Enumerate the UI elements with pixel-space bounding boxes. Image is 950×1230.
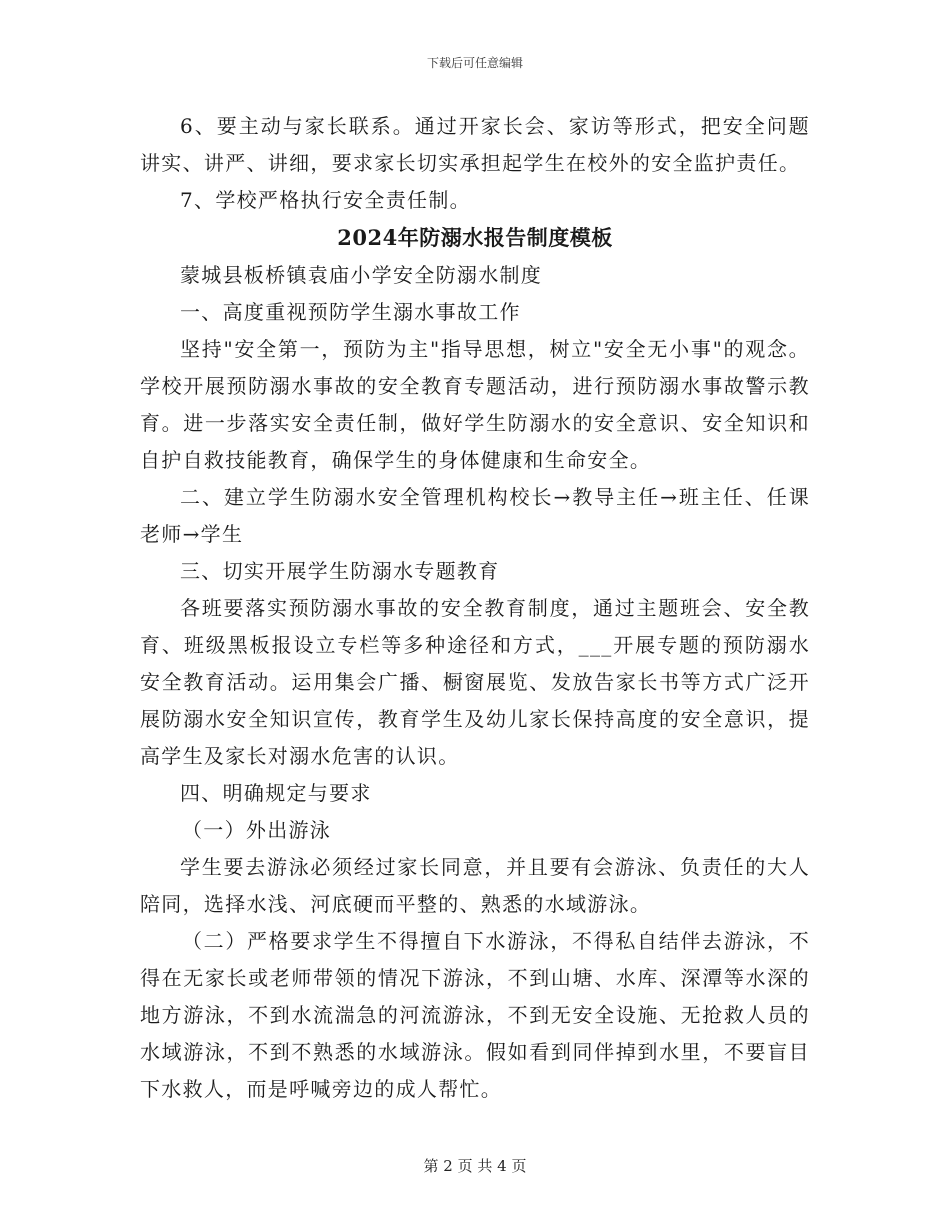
paragraph-item-7: 7、学校严格执行安全责任制。 — [180, 188, 471, 212]
subsection-1-body: 学生要去游泳必须经过家长同意，并且要有会游泳、负责任的大人陪同，选择水浅、河底硬而平整的、熟悉的水域游泳。 — [140, 855, 810, 916]
section-2-heading: 二、建立学生防溺水安全管理机构校长→教导主任→班主任、任课老师→学生 — [140, 485, 810, 546]
header-note: 下载后可任意编辑 — [426, 56, 523, 70]
section-4-heading: 四、明确规定与要求 — [180, 781, 372, 805]
section-3-body: 各班要落实预防溺水事故的安全教育制度，通过主题班会、安全教育、班级黑板报设立专栏等多种途径和方式，___开展专题的预防溺水安全教育活动。运用集会广播、橱窗展览、发放告家长书等方式广泛开展防溺水安全知识宣传，教育学生及幼儿家长保持高度的安全意识，提高学生及家长对溺水危害的认识。 — [140, 596, 810, 768]
subsection-2-body: （二）严格要求学生不得擅自下水游泳，不得私自结伴去游泳，不得在无家长或老师带领的情况下游泳，不到山塘、水库、深潭等水深的地方游泳，不到水流湍急的河流游泳，不到无安全设施、无抢救人员的水域游泳，不到不熟悉的水域游泳。假如看到同伴掉到水里，不要盲目下水救人，而是呼喊旁边的成人帮忙。 — [140, 929, 810, 1101]
page-number: 第 2 页 共 4 页 — [423, 1157, 527, 1175]
paragraph-item-6: 6、要主动与家长联系。通过开家长会、家访等形式，把安全问题讲实、讲严、讲细，要求家长切实承担起学生在校外的安全监护责任。 — [140, 114, 810, 175]
section-3-heading: 三、切实开展学生防溺水专题教育 — [180, 559, 500, 583]
section-1-heading: 一、高度重视预防学生溺水事故工作 — [180, 300, 521, 324]
document-body — [140, 108, 810, 1108]
document-title: 2024年防溺水报告制度模板 — [337, 225, 613, 250]
section-1-body: 坚持"安全第一，预防为主"指导思想，树立"安全无小事"的观念。学校开展预防溺水事故的安全教育专题活动，进行预防溺水事故警示教育。进一步落实安全责任制，做好学生防溺水的安全意识、安全知识和自护自救技能教育，确保学生的身体健康和生命安全。 — [140, 337, 810, 472]
subsection-1-heading: （一）外出游泳 — [182, 818, 332, 842]
school-title: 蒙城县板桥镇袁庙小学安全防溺水制度 — [180, 263, 543, 287]
